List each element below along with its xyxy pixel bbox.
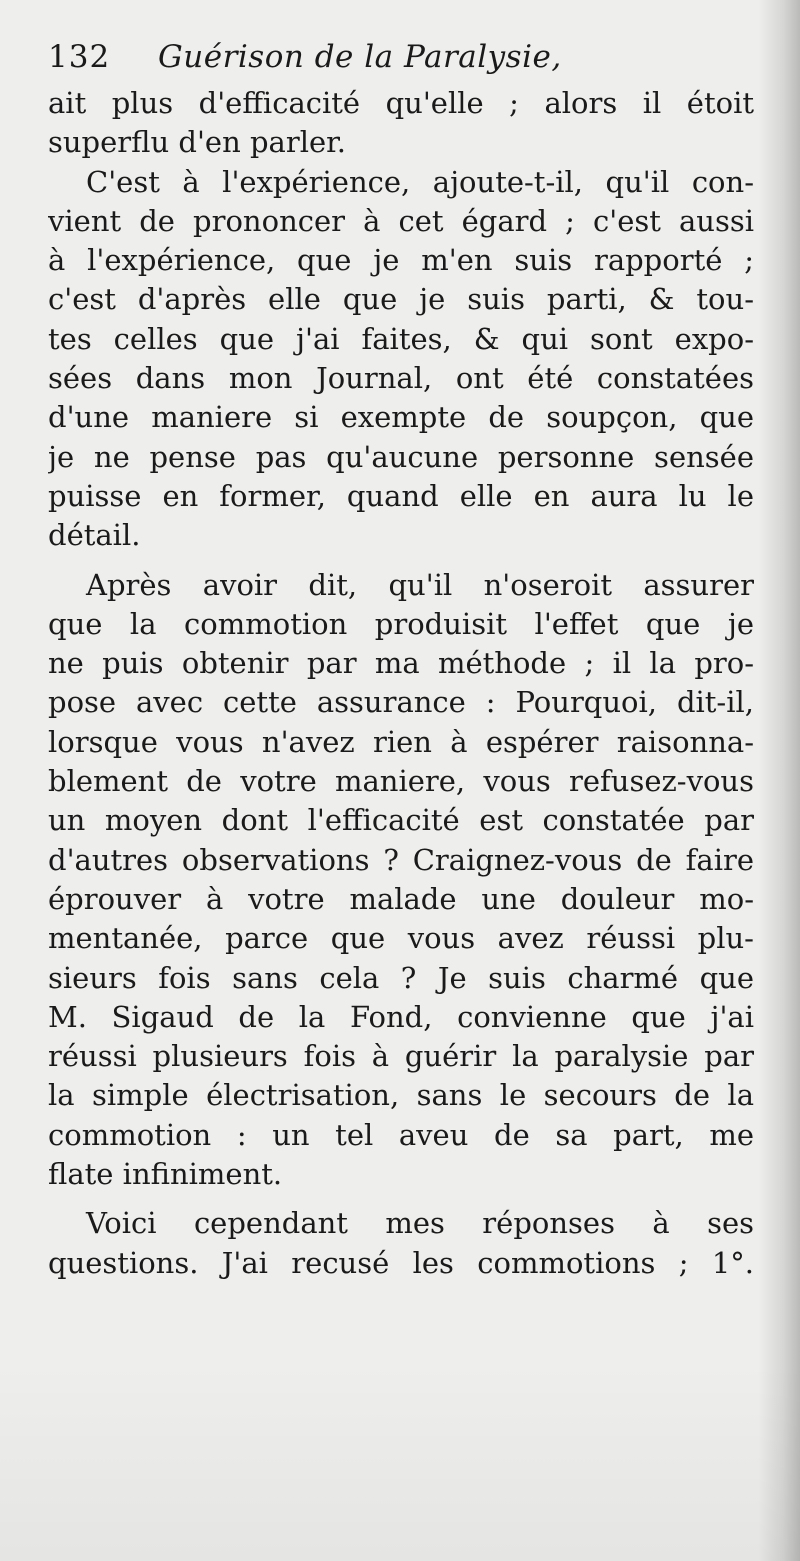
text-line: questions. J'ai recusé les commotions ; 1°.	[48, 1245, 754, 1280]
text-line: mentanée, parce que vous avez réussi plu-	[48, 921, 754, 956]
text-line: puisse en former, quand elle en aura lu le	[48, 478, 754, 513]
text-line: la simple électrisation, sans le secours de la	[48, 1078, 754, 1113]
text-line: tes celles que j'ai faites, & qui sont expo-	[48, 321, 754, 356]
page-edge-shadow	[758, 0, 800, 1561]
text-line: d'une maniere si exempte de soupçon, que	[48, 400, 754, 435]
text-line: Après avoir dit, qu'il n'oseroit assurer	[86, 567, 754, 602]
paragraph-experience	[48, 163, 754, 556]
text-line: éprouver à votre malade une douleur mo-	[48, 881, 754, 916]
text-line: ne puis obtenir par ma méthode ; il la pro-	[48, 646, 754, 681]
page-number: 132	[48, 39, 111, 75]
text-line: C'est à l'expérience, ajoute-t-il, qu'il con-	[86, 164, 754, 199]
paragraph-continuation	[48, 84, 754, 163]
paragraph-gap	[48, 1194, 754, 1204]
text-line: détail.	[48, 518, 141, 553]
running-title: Guérison de la Paralysie,	[158, 39, 562, 75]
text-line: Voici cependant mes réponses à ses	[86, 1206, 754, 1241]
paragraph-gap	[48, 556, 754, 566]
text-line: M. Sigaud de la Fond, convienne que j'ai	[48, 999, 754, 1034]
paragraph-commotion	[48, 566, 754, 1195]
page-text	[48, 38, 754, 1283]
text-line: que la commotion produisit l'effet que je	[48, 606, 754, 641]
text-line: superflu d'en parler.	[48, 125, 347, 160]
text-line: lorsque vous n'avez rien à espérer raisonna-	[48, 724, 754, 759]
running-header	[48, 38, 754, 84]
text-line: à l'expérience, que je m'en suis rapporté ;	[48, 243, 754, 278]
text-line: flate infiniment.	[48, 1157, 283, 1192]
text-line: ait plus d'efficacité qu'elle ; alors il étoit	[48, 86, 754, 120]
page-bottom-margin	[0, 1361, 800, 1561]
text-line: vient de prononcer à cet égard ; c'est aussi	[48, 203, 754, 238]
text-line: réussi plusieurs fois à guérir la paralysie par	[48, 1039, 754, 1074]
text-line: d'autres observations ? Craignez-vous de faire	[48, 842, 754, 877]
text-line: je ne pense pas qu'aucune personne sensée	[48, 439, 754, 474]
text-line: sées dans mon Journal, ont été constatées	[48, 361, 754, 396]
text-line: un moyen dont l'efficacité est constatée par	[48, 803, 754, 838]
paragraph-responses	[48, 1204, 754, 1283]
text-line: commotion : un tel aveu de sa part, me	[48, 1117, 754, 1152]
text-line: c'est d'après elle que je suis parti, & tou-	[48, 282, 754, 317]
text-line: sieurs fois sans cela ? Je suis charmé que	[48, 960, 754, 995]
text-line: pose avec cette assurance : Pourquoi, dit-il,	[48, 685, 754, 720]
text-line: blement de votre maniere, vous refusez-vous	[48, 764, 754, 799]
